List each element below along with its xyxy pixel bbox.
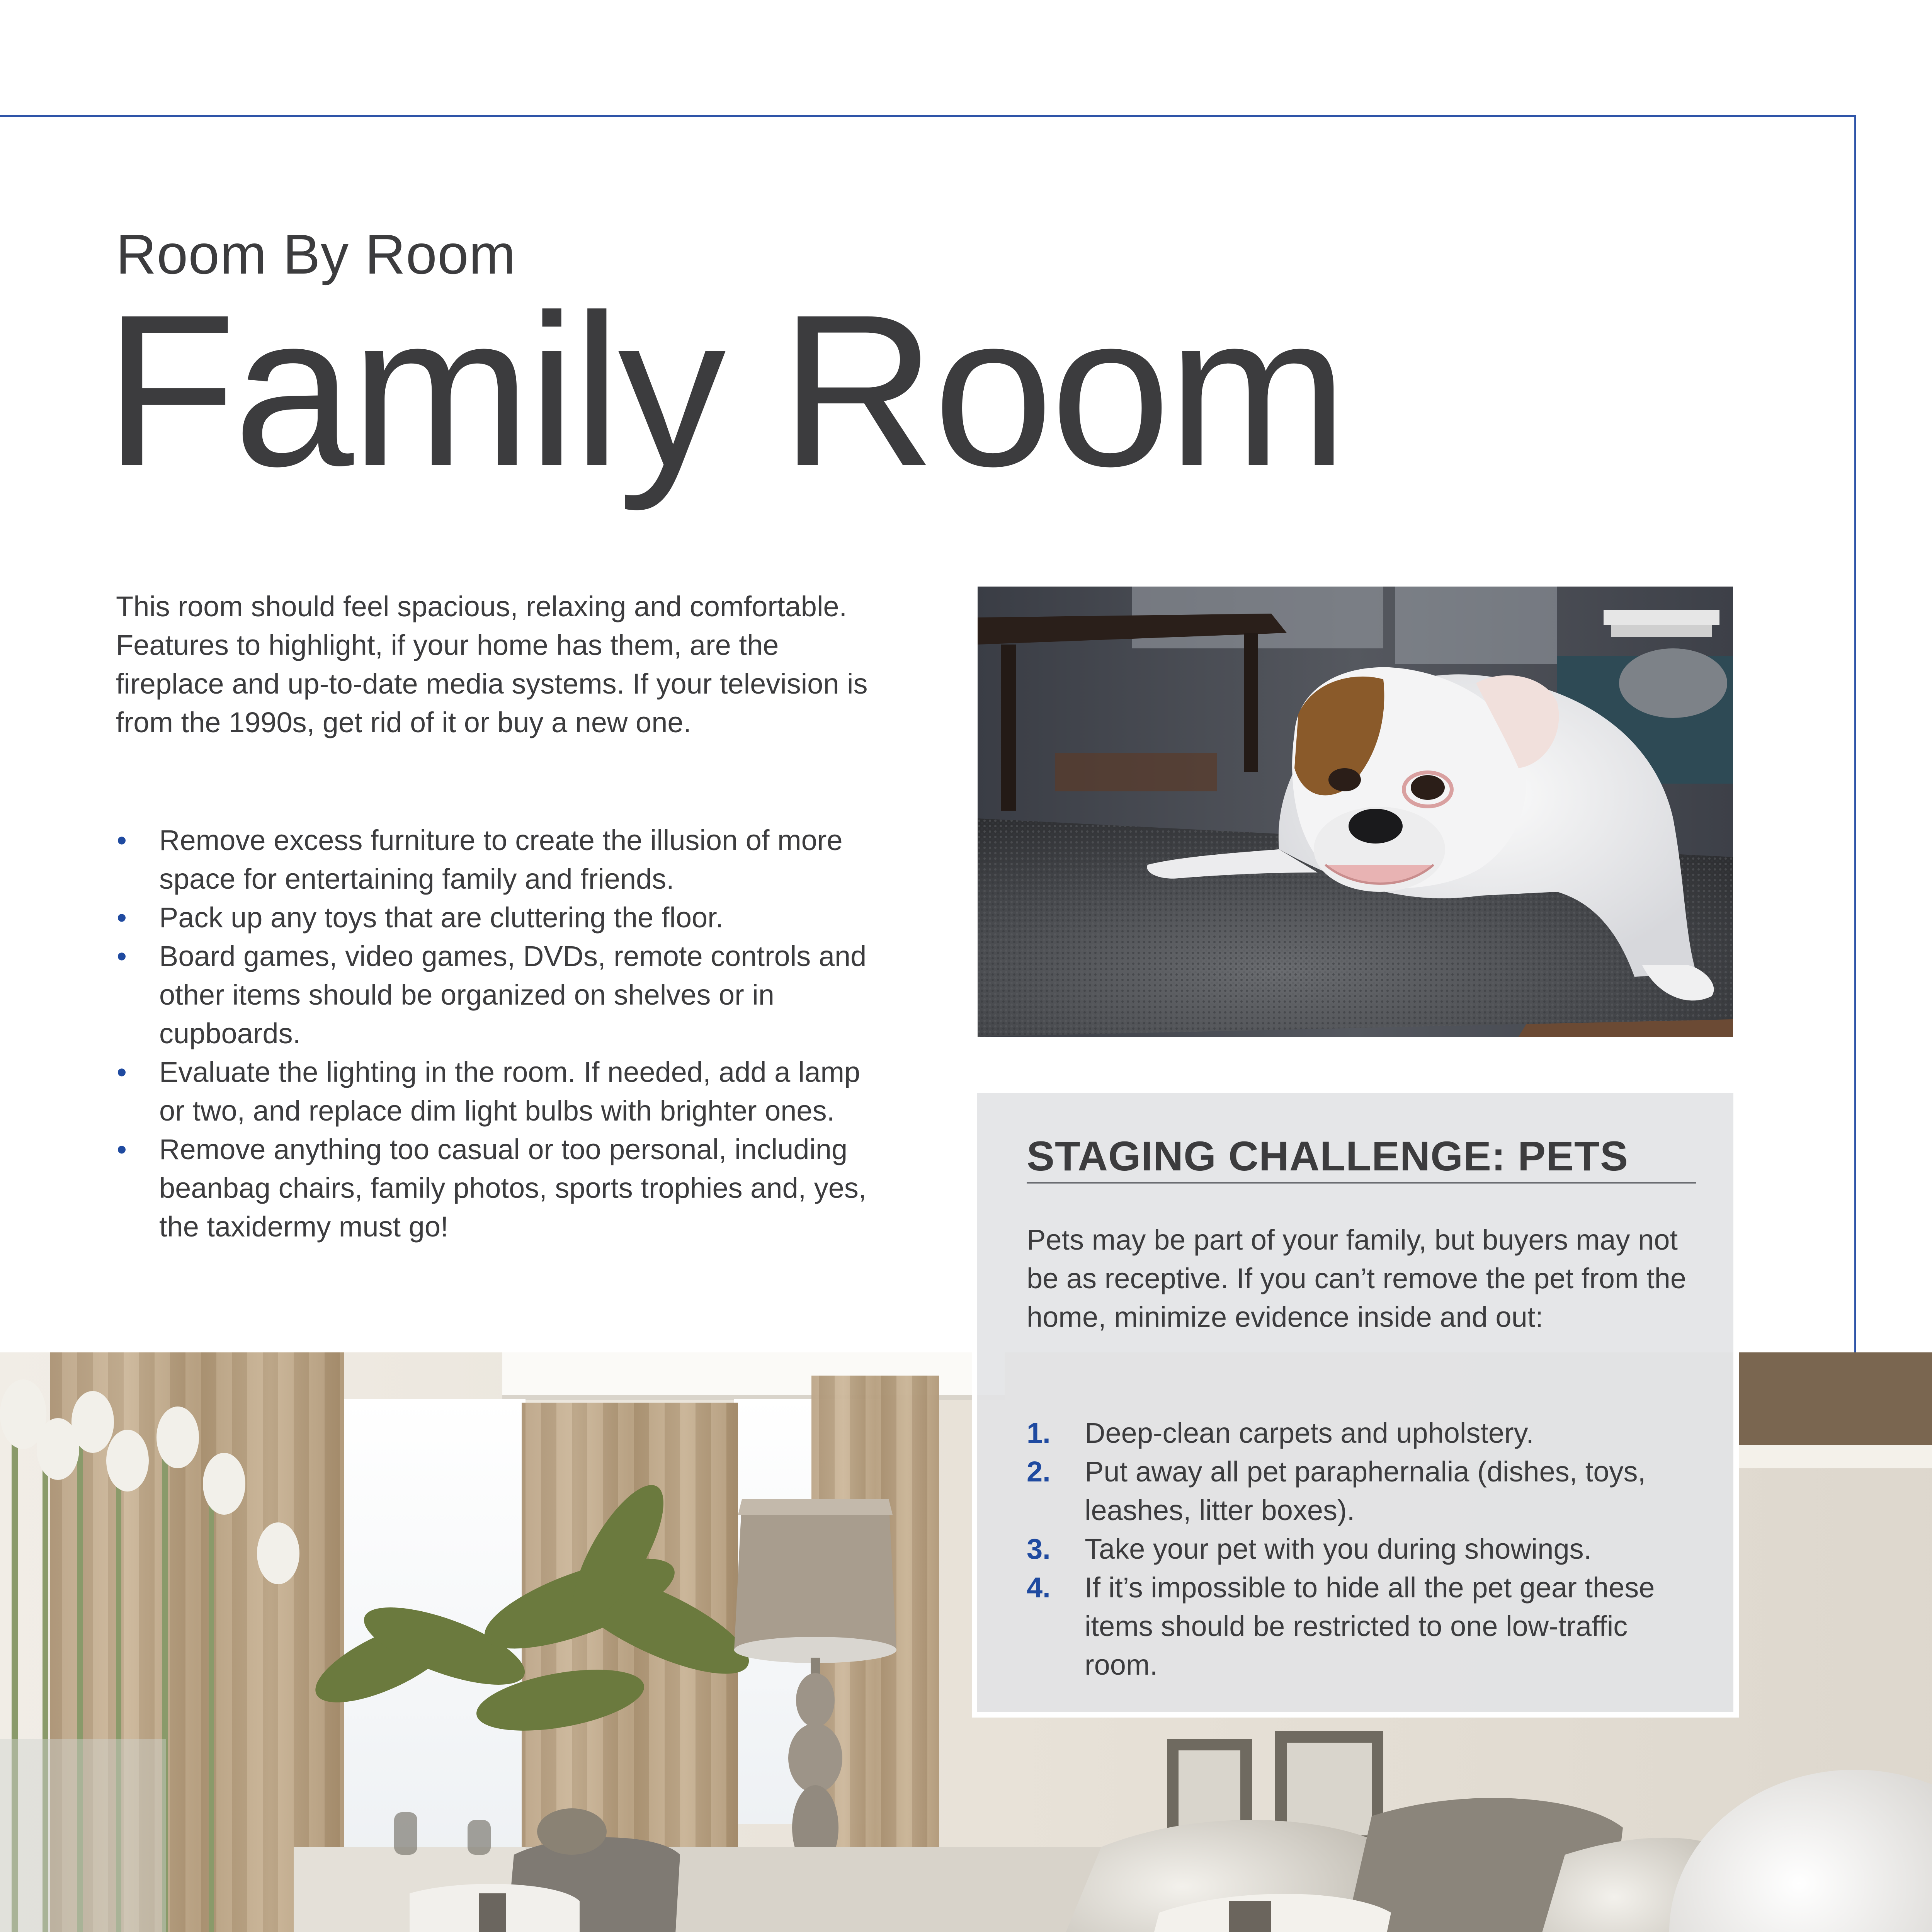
list-item [116,1130,873,1246]
tips-list [116,821,873,1246]
challenge-paragraph: Pets may be part of your family, but buyers may not be as receptive. If you can’t remove the pet from the home, minimize evidence inside and out: [1027,1224,1686,1333]
staging-challenge-box [972,1088,1739,1718]
step-number: 1. [1027,1417,1051,1449]
bullet-icon: • [117,901,127,934]
intro-paragraph: This room should feel spacious, relaxing and comfortable. Features to highlight, if your home has them, are the fireplace and up-to-date media systems. If your television is from the 1990s, get rid of it or buy a new one. [116,590,868,738]
list-item [116,898,873,937]
list-item [1027,1452,1707,1530]
bullet-icon: • [117,824,127,856]
bullet-icon: • [117,1056,127,1088]
step-number: 2. [1027,1456,1051,1488]
step-text: Put away all pet paraphernalia (dishes, toys, leashes, litter boxes). [1085,1456,1646,1526]
list-item [116,821,873,898]
challenge-title: STAGING CHALLENGE: PETS [1027,1133,1629,1179]
bullet-icon: • [117,1133,127,1165]
challenge-steps [1027,1414,1707,1684]
frame-line-top [0,115,1856,117]
bullet-icon: • [117,940,127,972]
frame-line-right [1854,115,1856,1359]
step-number: 4. [1027,1571,1051,1604]
dog-photo [978,587,1733,1037]
list-item [116,1053,873,1130]
tip-text: Remove anything too casual or too personal, including beanbag chairs, family photos, sports trophies and, yes, the taxidermy must go! [159,1133,867,1243]
page-title: Family Room [104,269,1345,511]
list-item [116,937,873,1053]
list-item [1027,1568,1707,1684]
tip-text: Board games, video games, DVDs, remote controls and other items should be organized on shelves or in cupboards. [159,940,867,1049]
step-text: Deep-clean carpets and upholstery. [1085,1417,1534,1449]
tip-text: Remove excess furniture to create the illusion of more space for entertaining family and friends. [159,824,843,895]
list-item [1027,1530,1707,1568]
challenge-divider [1027,1182,1696,1184]
tip-text: Pack up any toys that are cluttering the floor. [159,901,724,934]
step-text: Take your pet with you during showings. [1085,1533,1592,1565]
step-text: If it’s impossible to hide all the pet gear these items should be restricted to one low-traffic room. [1085,1571,1655,1681]
step-number: 3. [1027,1533,1051,1565]
tip-text: Evaluate the lighting in the room. If needed, add a lamp or two, and replace dim light bulbs with brighter ones. [159,1056,861,1127]
eyebrow-heading: Room By Room [116,223,516,286]
list-item [1027,1414,1707,1452]
